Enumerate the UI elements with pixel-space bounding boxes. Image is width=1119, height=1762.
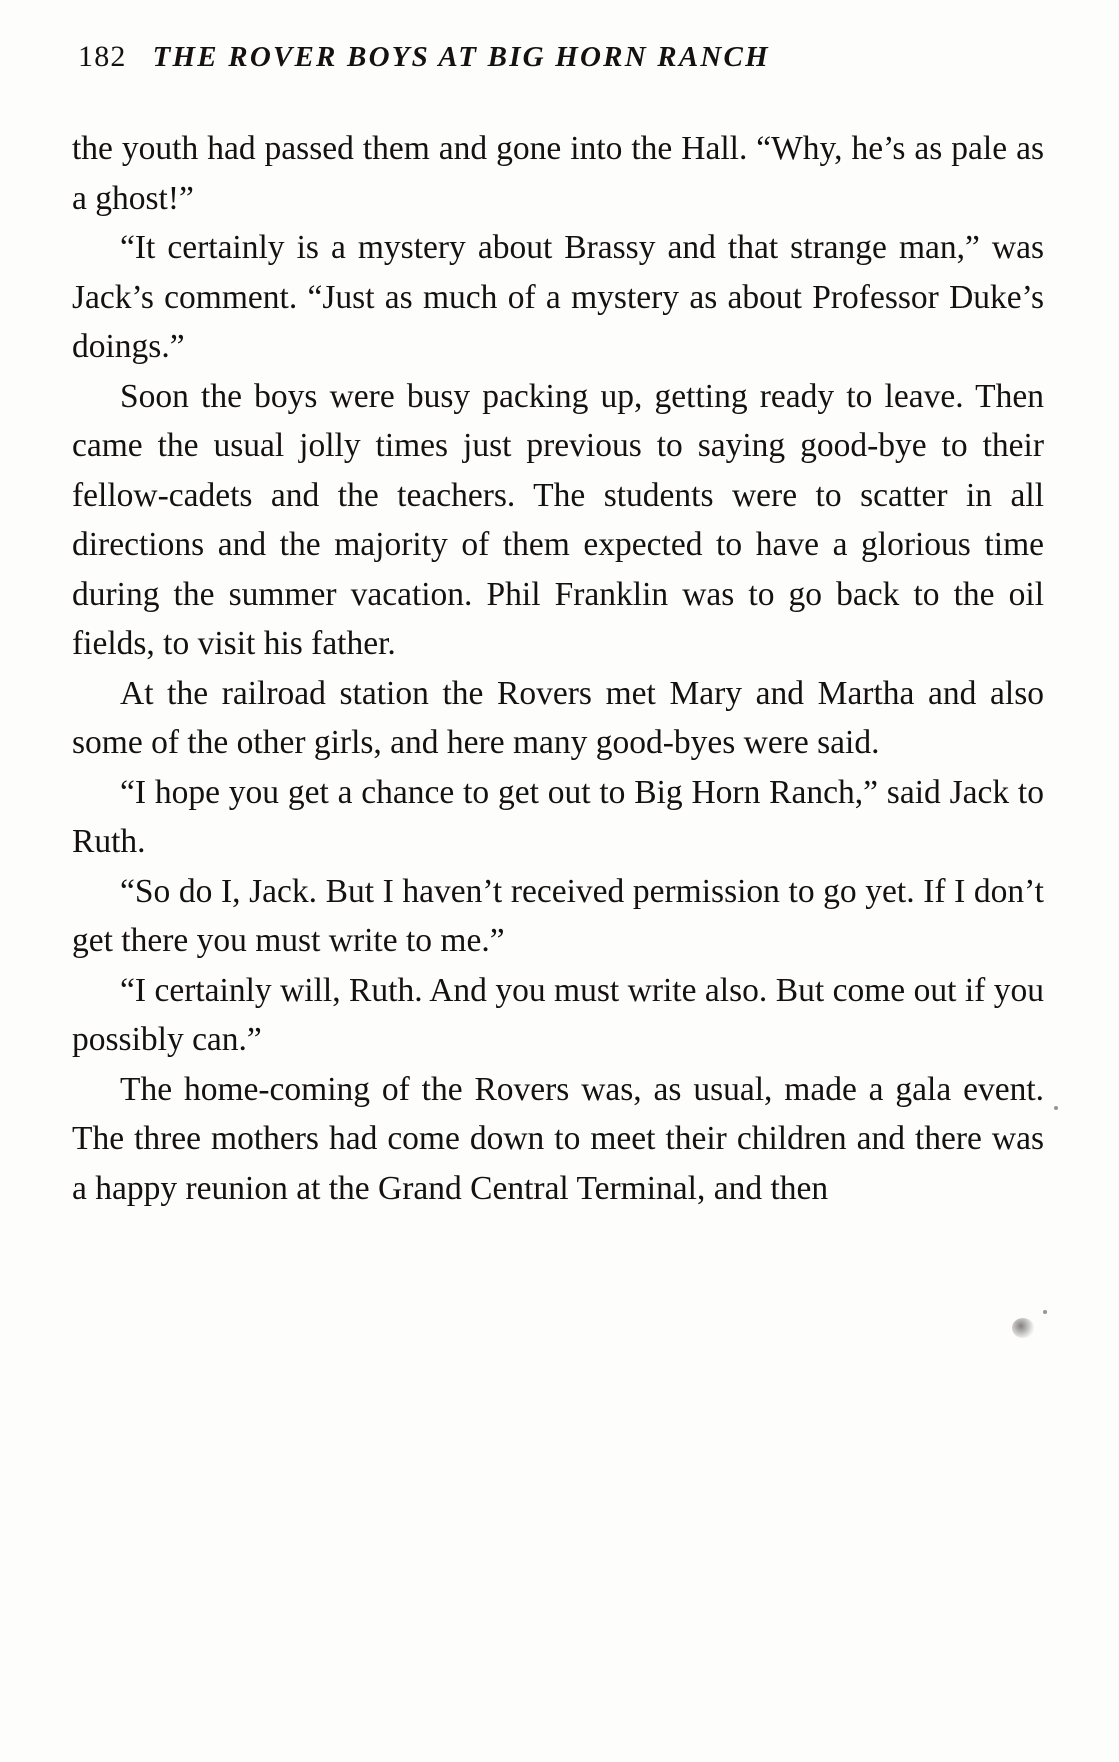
ink-smudge <box>1012 1318 1034 1338</box>
page-number: 182 <box>78 40 127 73</box>
page-body <box>72 124 1044 1213</box>
running-title: THE ROVER BOYS AT BIG HORN RANCH <box>152 41 770 73</box>
paragraph-8: The home-coming of the Rovers was, as usual, made a gala event. The three mothers had come down to meet their children and there was a happy reunion at the Grand Central Terminal, and then <box>72 1070 1044 1207</box>
paragraph-3: Soon the boys were busy packing up, getting ready to leave. Then came the usual jolly times just previous to saying good-bye to their fellow-cadets and the teachers. The students were to scatter in all directions and the majority of them expected to have a glorious time during the summer vacation. Phil Franklin was to go back to the oil fields, to visit his father. <box>72 377 1044 662</box>
paragraph-4: At the railroad station the Rovers met Mary and Martha and also some of the other girls, and here many good-byes were said. <box>72 674 1044 761</box>
ink-speck <box>1054 1106 1058 1110</box>
paragraph-5: “I hope you get a chance to get out to Big Horn Ranch,” said Jack to Ruth. <box>72 773 1044 860</box>
paragraph-1: the youth had passed them and gone into the Hall. “Why, he’s as pale as a ghost!” <box>72 130 1044 217</box>
page-header <box>78 40 1038 74</box>
paragraph-7: “I certainly will, Ruth. And you must write also. But come out if you possibly can.” <box>72 971 1044 1058</box>
paragraph-2: “It certainly is a mystery about Brassy and that strange man,” was Jack’s comment. “Just as much of a mystery as about Professor Duke’s doings.” <box>72 229 1044 365</box>
ink-speck <box>1043 1310 1047 1314</box>
paragraph-6: “So do I, Jack. But I haven’t received permission to go yet. If I don’t get there you must write to me.” <box>72 872 1044 959</box>
